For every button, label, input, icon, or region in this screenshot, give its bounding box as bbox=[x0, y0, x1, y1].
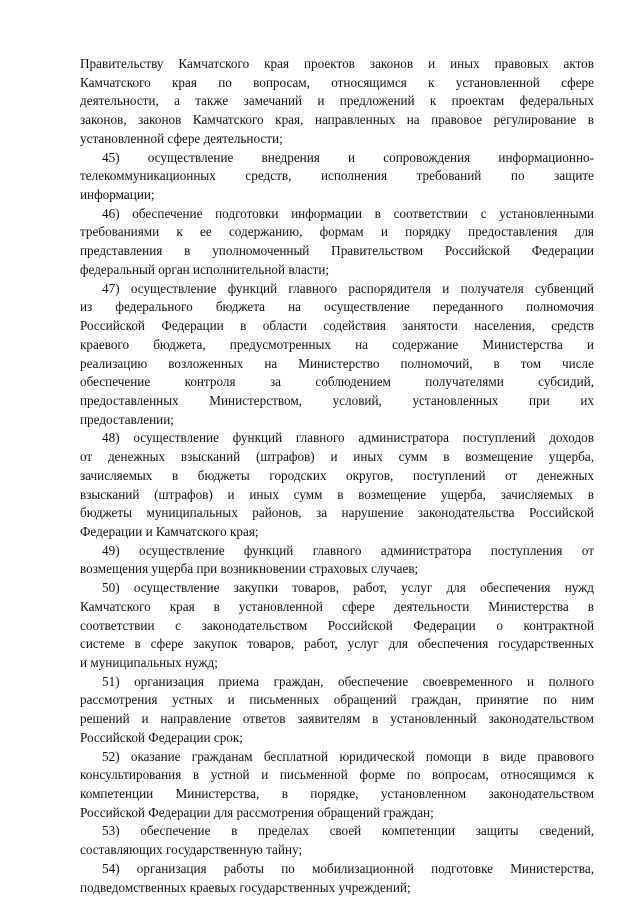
item-53-line: 53) обеспечение в пределах своей компетенции защиты сведений, bbox=[102, 823, 594, 839]
text-line: Российской Федерации срок; bbox=[80, 729, 243, 745]
text-line: взысканий (штрафов) и иных сумм в возмещение ущерба, зачисляемых в bbox=[80, 486, 594, 502]
item-54-line: 54) организация работы по мобилизационной подготовке Министерства, bbox=[102, 860, 594, 876]
text-line: предоставленных Министерством, условий, установленных при их bbox=[80, 392, 594, 408]
document-body bbox=[80, 55, 594, 897]
item-47-line: 47) осуществление функций главного распорядителя и получателя субвенций bbox=[102, 280, 594, 296]
text-line: Федерации и Камчатского края; bbox=[80, 523, 259, 539]
text-line: возмещения ущерба при возникновении страховых случаев; bbox=[80, 561, 419, 577]
text-line: бюджеты муниципальных районов, за нарушение законодательства Российской bbox=[80, 505, 594, 521]
text-line: Камчатского края по вопросам, относящимся к установленной сфере bbox=[80, 74, 594, 90]
text-line: системе в сфере закупок товаров, работ, услуг для обеспечения государственных bbox=[80, 636, 594, 652]
text-line: компетенции Министерства, в порядке, установленном законодательством bbox=[80, 786, 594, 802]
text-line: из федерального бюджета на осуществление переданного полномочия bbox=[80, 299, 594, 315]
text-line: зачисляемых в бюджеты городских округов, поступлений от денежных bbox=[80, 467, 594, 483]
text-line: консультирования в устной и письменной форме по вопросам, относящимся к bbox=[80, 767, 594, 783]
text-line: информации; bbox=[80, 187, 155, 203]
item-49-line: 49) осуществление функций главного администратора поступления от bbox=[102, 542, 594, 558]
text-line: установленной сфере деятельности; bbox=[80, 130, 283, 146]
item-45-line: 45) осуществление внедрения и сопровождения информационно- bbox=[102, 149, 594, 165]
item-52-line: 52) оказание гражданам бесплатной юридической помощи в виде правового bbox=[102, 748, 594, 764]
text-line: предоставлении; bbox=[80, 411, 174, 427]
item-48-line: 48) осуществление функций главного администратора поступлений доходов bbox=[102, 430, 594, 446]
text-line: федеральный орган исполнительной власти; bbox=[80, 261, 330, 277]
text-line: деятельности, а также замечаний и предложений к проектам федеральных bbox=[80, 93, 594, 109]
text-line: Российской Федерации в области содействия занятости населения, средств bbox=[80, 318, 594, 334]
item-50-line: 50) осуществление закупки товаров, работ, услуг для обеспечения нужд bbox=[102, 580, 594, 596]
text-line: подведомственных краевых государственных учреждений; bbox=[80, 879, 411, 895]
text-line: от денежных взысканий (штрафов) и иных сумм в возмещение ущерба, bbox=[80, 449, 594, 465]
item-46-line: 46) обеспечение подготовки информации в соответствии с установленными bbox=[102, 205, 594, 221]
text-line: представления в уполномоченный Правительством Российской Федерации bbox=[80, 243, 594, 259]
text-line: законов, законов Камчатского края, направленных на правовое регулирование в bbox=[80, 112, 594, 128]
text-line: Правительству Камчатского края проектов законов и иных правовых актов bbox=[80, 56, 594, 71]
text-line: телекоммуникационных средств, исполнения требований по защите bbox=[80, 168, 594, 184]
text-line: соответствии с законодательством Российской Федерации о контрактной bbox=[80, 617, 594, 633]
text-line: рассмотрения устных и письменных обращений граждан, принятие по ним bbox=[80, 692, 594, 708]
item-51-line: 51) организация приема граждан, обеспечение своевременного и полного bbox=[102, 673, 594, 689]
text-line: обеспечение контроля за соблюдением получателями субсидий, bbox=[80, 374, 594, 390]
text-line: реализацию возложенных на Министерство полномочий, в том числе bbox=[80, 355, 594, 371]
text-line: решений и направление ответов заявителям в установленный законодательством bbox=[80, 711, 594, 727]
text-line: требованиями к ее содержанию, формам и порядку предоставления для bbox=[80, 224, 594, 240]
text-line: краевого бюджета, предусмотренных на содержание Министерства и bbox=[80, 336, 594, 352]
text-line: составляющих государственную тайну; bbox=[80, 842, 303, 858]
text-line: Камчатского края в установленной сфере деятельности Министерства в bbox=[80, 598, 594, 614]
text-line: и муниципальных нужд; bbox=[80, 655, 218, 670]
text-line: Российской Федерации для рассмотрения обращений граждан; bbox=[80, 804, 434, 820]
